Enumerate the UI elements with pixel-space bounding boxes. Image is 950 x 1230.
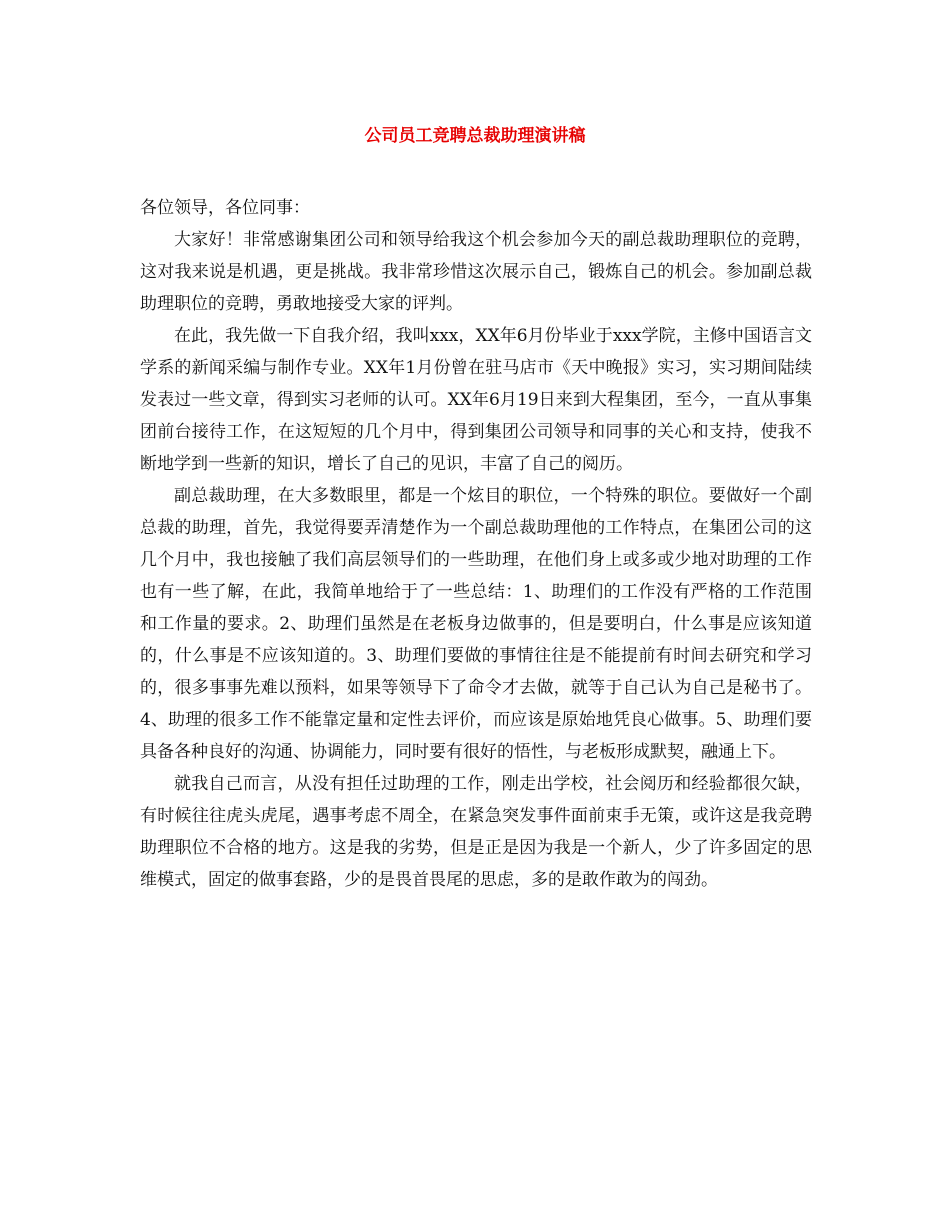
paragraph-2: 在此，我先做一下自我介绍，我叫xxx，XX年6月份毕业于xxx学院，主修中国语言文学系的新闻采编与制作专业。XX年1月份曾在驻马店市《天中晚报》实习，实习期间陆续发表过一些文章，得到实习老师的认可。XX年6月19日来到大程集团，至今，一直从事集团前台接待工作，在这短短的几个月中，得到集团公司领导和同事的关心和支持，使我不断地学到一些新的知识，增长了自己的见识，丰富了自己的阅历。	[140, 326, 812, 474]
paragraph-3: 副总裁助理，在大多数眼里，都是一个炫目的职位，一个特殊的职位。要做好一个副总裁的助理，首先，我觉得要弄清楚作为一个副总裁助理他的工作特点，在集团公司的这几个月中，我也接触了我们高层领导们的一些助理，在他们身上或多或少地对助理的工作也有一些了解，在此，我简单地给于了一些总结：1、助理们的工作没有严格的工作范围和工作量的要求。2、助理们虽然是在老板身边做事的，但是要明白，什么事是应该知道的，什么事是不应该知道的。3、助理们要做的事情往往是不能提前有时间去研究和学习的，很多事事先难以预料，如果等领导下了命令才去做，就等于自己认为自己是秘书了。4、助理的很多工作不能靠定量和定性去评价，而应该是原始地凭良心做事。5、助理们要具备各种良好的沟通、协调能力，同时要有很好的悟性，与老板形成默契，融通上下。	[140, 486, 812, 762]
document-title: 公司员工竞聘总裁助理演讲稿	[364, 126, 586, 146]
paragraph-4: 就我自己而言，从没有担任过助理的工作，刚走出学校，社会阅历和经验都很欠缺，有时候往往虎头虎尾，遇事考虑不周全，在紧急突发事件面前束手无策，或许这是我竞聘助理职位不合格的地方。这是我的劣势，但是正是因为我是一个新人，少了许多固定的思维模式，固定的做事套路，少的是畏首畏尾的思虑，多的是敢作敢为的闯劲。	[140, 774, 812, 890]
paragraph-1: 大家好！非常感谢集团公司和领导给我这个机会参加今天的副总裁助理职位的竞聘，这对我来说是机遇，更是挑战。我非常珍惜这次展示自己，锻炼自己的机会。参加副总裁助理职位的竞聘，勇敢地接受大家的评判。	[140, 230, 812, 314]
document-body	[140, 192, 812, 896]
salutation: 各位领导，各位同事：	[140, 198, 310, 218]
